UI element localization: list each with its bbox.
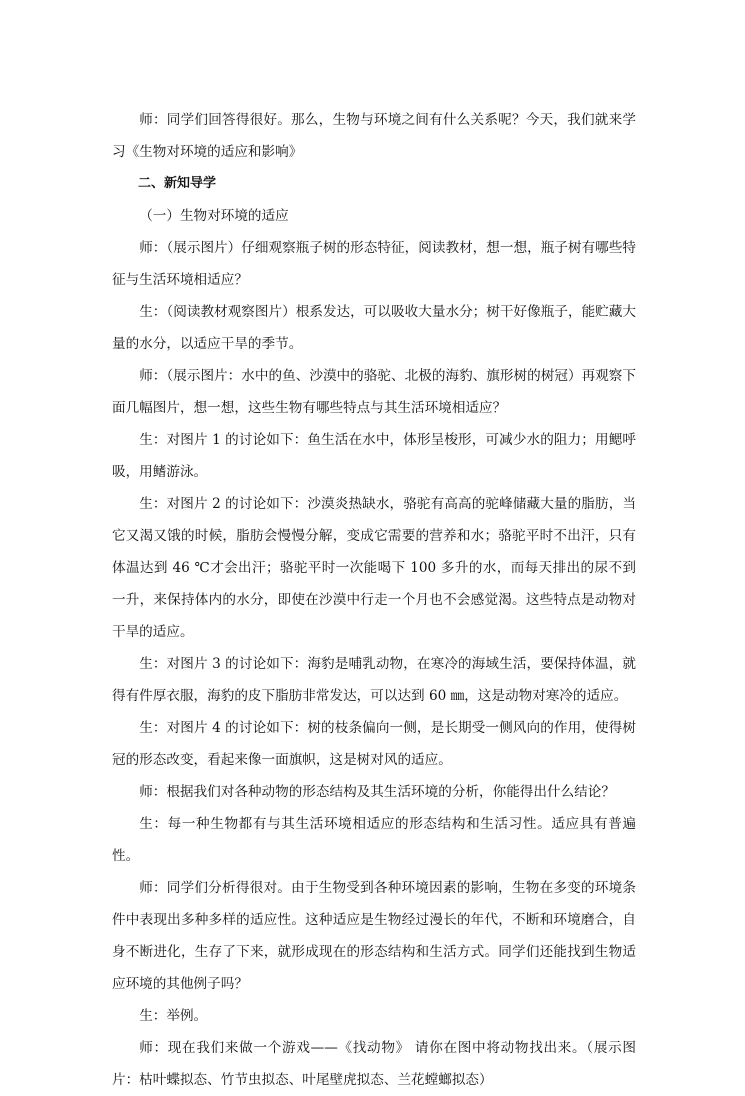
paragraph-teacher-bottle-tree: 师：（展示图片）仔细观察瓶子树的形态特征，阅读教材，想一想，瓶子树有哪些特征与生活环境相适应？ xyxy=(112,240,636,288)
paragraph-student-picture-3: 生：对图片 3 的讨论如下：海豹是哺乳动物，在寒冷的海域生活，要保持体温，就得有件厚衣服，海豹的皮下脂肪非常发达，可以达到 60 ㎜，这是动物对寒冷的适应。 xyxy=(112,656,636,704)
subsection-heading-adaptation: （一）生物对环境的适应 xyxy=(139,208,289,224)
paragraph-teacher-summary: 师：同学们分析得很对。由于生物受到各种环境因素的影响，生物在多变的环境条件中表现出多种多样的适应性。这种适应是生物经过漫长的年代，不断和环境磨合，自身不断进化，生存了下来，就形成现在的形态结构和生活方式。同学们还能找到生物适应环境的其他例子吗？ xyxy=(112,880,636,992)
paragraph-student-bottle-tree: 生：（阅读教材观察图片）根系发达，可以吸收大量水分；树干好像瓶子，能贮藏大量的水分，以适应干旱的季节。 xyxy=(112,304,636,352)
paragraph-student-picture-2: 生：对图片 2 的讨论如下：沙漠炎热缺水，骆驼有高高的驼峰储藏大量的脂肪，当它又渴又饿的时候，脂肪会慢慢分解，变成它需要的营养和水；骆驼平时不出汗，只有体温达到 46 ℃才会出汗；骆驼平时一次能喝下 100 多升的水，而每天排出的尿不到一升，来保持体内的水分，即使在沙漠中行走一个月也不会感觉渴。这些特点是动物对干旱的适应。 xyxy=(112,496,636,640)
paragraph-teacher-intro: 师：同学们回答得很好。那么，生物与环境之间有什么关系呢？今天，我们就来学习《生物对环境的适应和影响》 xyxy=(112,112,636,160)
paragraph-student-examples: 生：举例。 xyxy=(139,1008,208,1024)
document-body xyxy=(112,104,636,1096)
section-heading-new-knowledge: 二、新知导学 xyxy=(138,176,217,191)
paragraph-teacher-game: 师：现在我们来做一个游戏——《找动物》 请你在图中将动物找出来。（展示图片：枯叶蝶拟态、竹节虫拟态、叶尾壁虎拟态、兰花螳螂拟态） xyxy=(112,1040,636,1088)
paragraph-student-picture-4: 生：对图片 4 的讨论如下：树的枝条偏向一侧，是长期受一侧风向的作用，使得树冠的形态改变，看起来像一面旗帜，这是树对风的适应。 xyxy=(112,720,636,768)
paragraph-student-conclusion: 生：每一种生物都有与其生活环境相适应的形态结构和生活习性。适应具有普遍性。 xyxy=(112,816,636,864)
paragraph-teacher-conclusion-question: 师：根据我们对各种动物的形态结构及其生活环境的分析，你能得出什么结论？ xyxy=(139,784,615,800)
paragraph-teacher-pictures: 师：（展示图片：水中的鱼、沙漠中的骆驼、北极的海豹、旗形树的树冠）再观察下面几幅图片，想一想，这些生物有哪些特点与其生活环境相适应？ xyxy=(112,368,636,416)
paragraph-student-picture-1: 生：对图片 1 的讨论如下：鱼生活在水中，体形呈梭形，可减少水的阻力；用鳃呼吸，用鳍游泳。 xyxy=(112,432,636,480)
